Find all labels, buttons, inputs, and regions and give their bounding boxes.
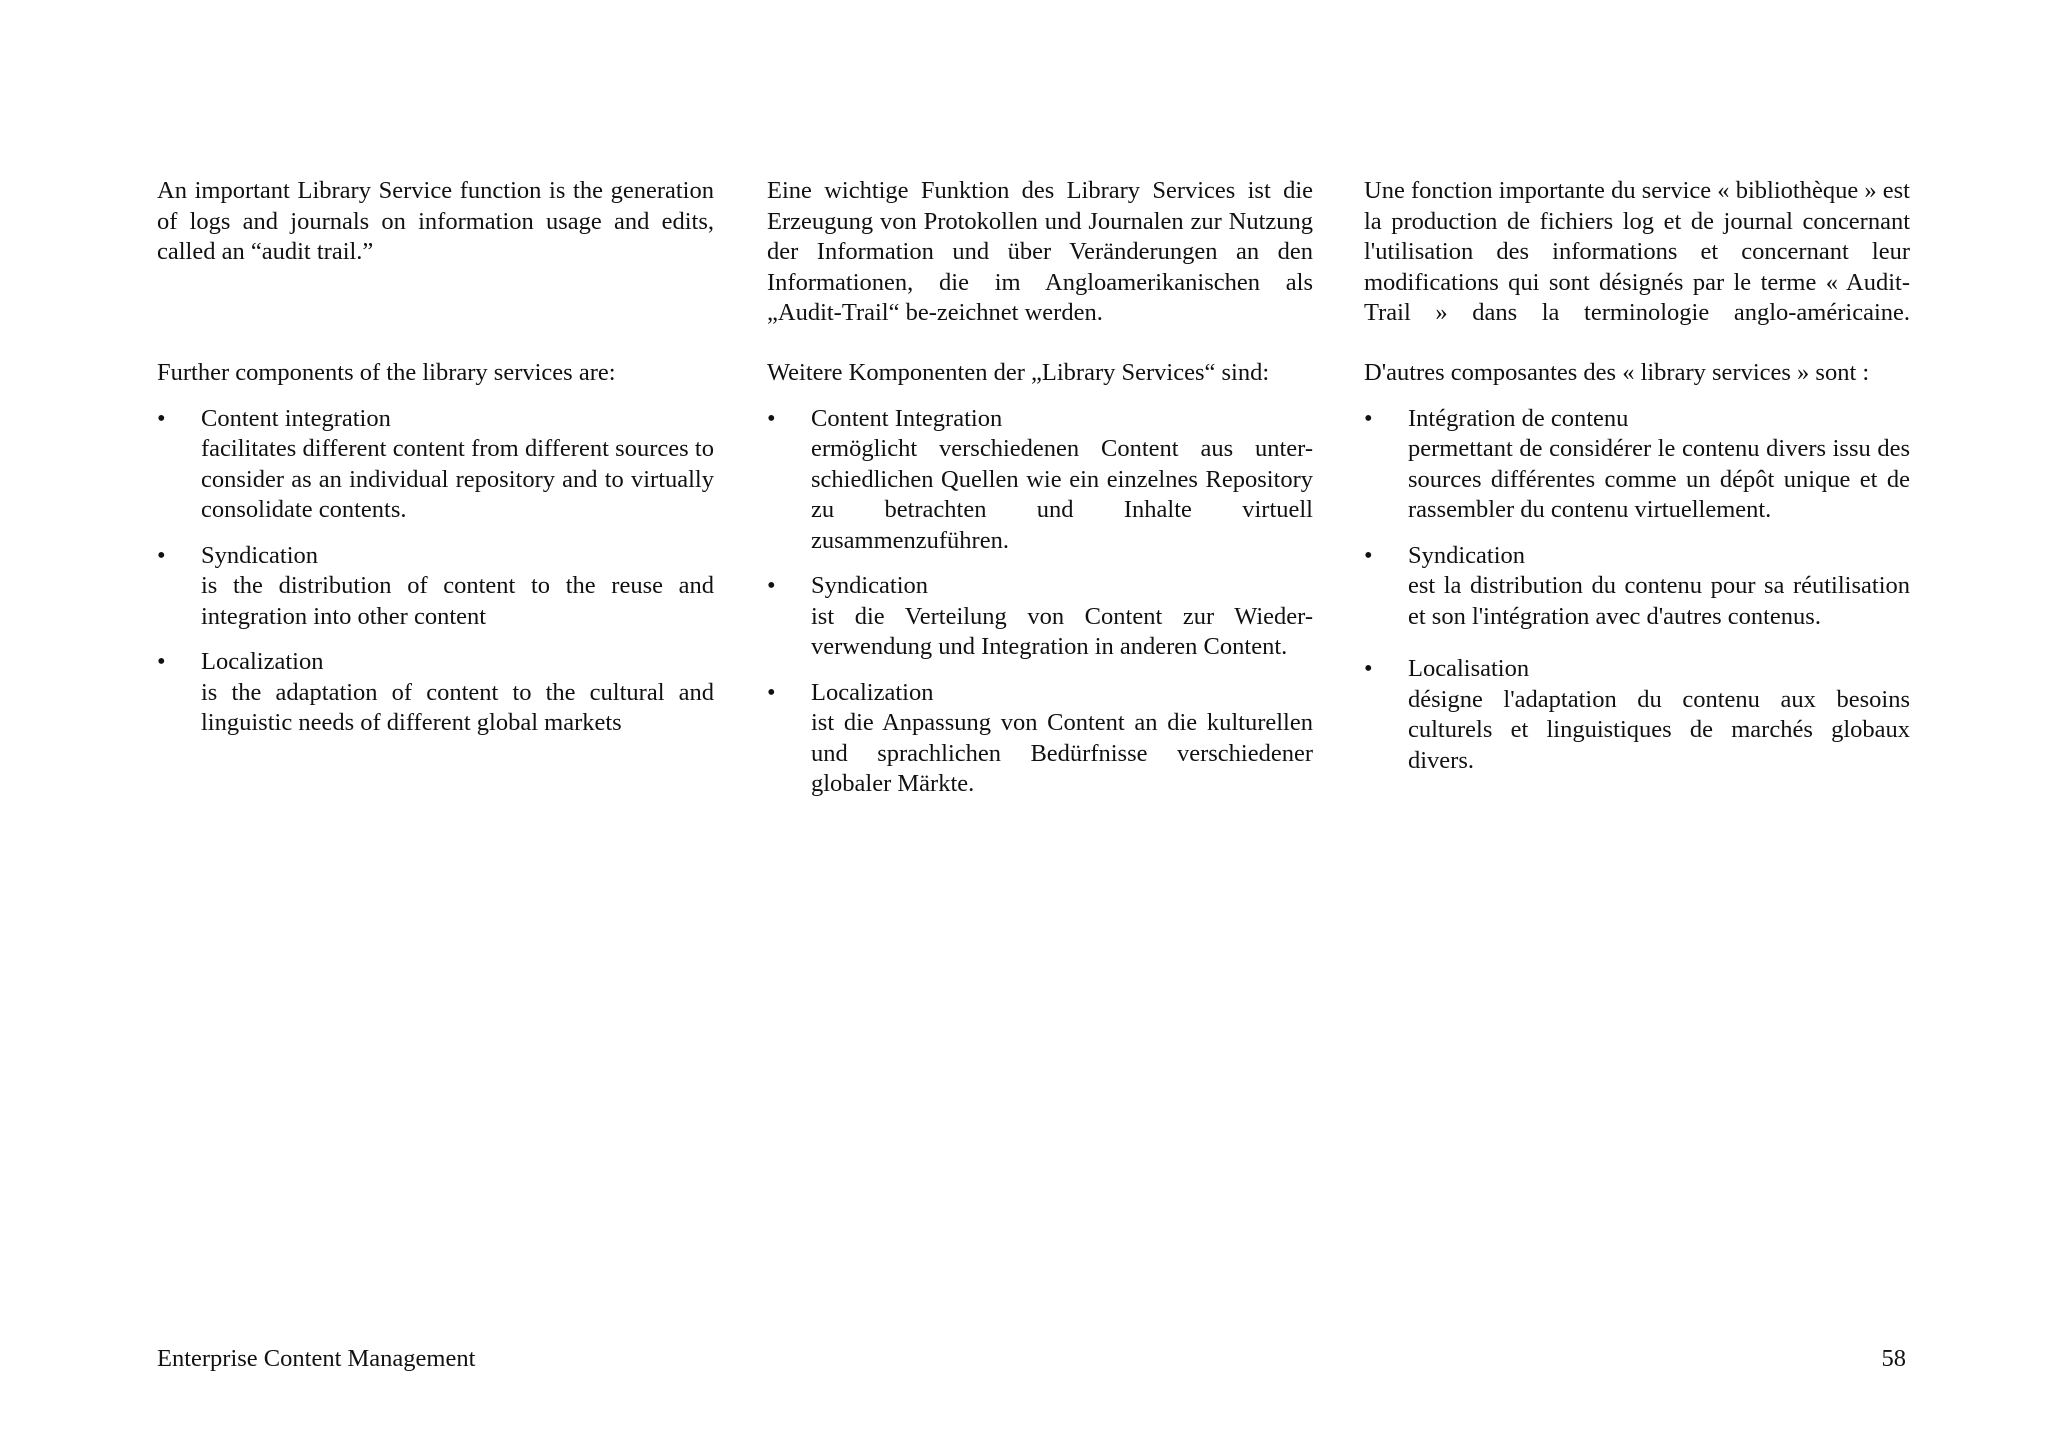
list-item	[767, 678, 1313, 800]
components-list	[1364, 404, 1910, 777]
item-description: est la distribution du contenu pour sa réutilisation et son l'intégration avec d'autres contenus.	[1408, 572, 1910, 630]
item-description: is the distribution of content to the reuse and integration into other content	[201, 572, 714, 630]
intro-block	[157, 176, 714, 358]
intro-paragraph: An important Library Service function is the generation of logs and journals on information usage and edits, called an “audit trail.”	[157, 177, 714, 265]
item-title: Syndication	[1408, 541, 1526, 569]
components-list	[767, 404, 1313, 800]
item-title: Syndication	[811, 572, 929, 599]
item-title: Localization	[201, 648, 324, 675]
components-list	[157, 404, 714, 739]
column-german	[767, 176, 1313, 815]
intro-paragraph: Une fonction importante du service « bibliothèque » est la production de fichiers log et de journal concernant l'utilisation des informations et concernant leur modifications qui sont désignés par le terme « Audit-Trail » dans la terminologie anglo-américaine.	[1364, 177, 1910, 326]
bullet-icon: •	[767, 404, 776, 432]
item-title: Intégration de contenu	[1408, 404, 1629, 432]
item-title: Syndication	[201, 541, 319, 569]
page-number: 58	[1881, 1345, 1906, 1372]
components-lead: D'autres composantes des « library services » sont :	[1364, 359, 1870, 386]
list-item	[157, 404, 714, 526]
footer-title: Enterprise Content Management	[157, 1345, 476, 1372]
bullet-icon: •	[767, 678, 776, 706]
bullet-icon: •	[1364, 541, 1373, 569]
list-item	[1364, 541, 1910, 633]
item-description: désigne l'adaptation du contenu aux besoins culturels et linguistiques de marchés globaux divers.	[1408, 685, 1910, 774]
bullet-icon: •	[767, 572, 776, 599]
item-description: ist die Anpassung von Content an die kulturellen und sprachlichen Bedürfnisse verschiedener globaler Märkte.	[811, 709, 1313, 797]
components-lead: Further components of the library services are:	[157, 359, 616, 386]
intro-block	[767, 176, 1313, 358]
bullet-icon: •	[157, 648, 166, 675]
column-french	[1364, 176, 1910, 791]
list-item	[157, 647, 714, 739]
list-item	[767, 404, 1313, 557]
intro-block	[1364, 176, 1910, 358]
bullet-icon: •	[157, 541, 166, 569]
item-title: Content Integration	[811, 404, 1003, 432]
item-title: Localization	[811, 678, 934, 706]
intro-paragraph: Eine wichtige Funktion des Library Services ist die Erzeugung von Protokollen und Journalen zur Nutzung der Information und über Veränderungen an den Informationen, die im Angloamerikanischen als „Audit-Trail“ be-zeichnet werden.	[767, 177, 1313, 326]
list-item	[767, 571, 1313, 663]
list-item	[1364, 404, 1910, 526]
bullet-icon: •	[157, 404, 166, 432]
item-title: Localisation	[1408, 655, 1530, 682]
item-description: ermöglicht verschiedenen Content aus unter-schiedlichen Quellen wie ein einzelnes Repository zu betrachten und Inhalte virtuell zusammenzuführen.	[811, 435, 1313, 554]
list-item	[1364, 654, 1910, 776]
column-english	[157, 176, 714, 754]
item-title: Content integration	[201, 404, 391, 432]
item-description: ist die Verteilung von Content zur Wieder-verwendung und Integration in anderen Content.	[811, 602, 1313, 660]
bullet-icon: •	[1364, 404, 1373, 432]
item-description: facilitates different content from different sources to consider as an individual repository and to virtually consolidate contents.	[201, 435, 714, 523]
components-lead: Weitere Komponenten der „Library Services“ sind:	[767, 359, 1270, 386]
item-description: is the adaptation of content to the cultural and linguistic needs of different global markets	[201, 678, 714, 736]
list-item	[157, 541, 714, 633]
bullet-icon: •	[1364, 655, 1373, 682]
item-description: permettant de considérer le contenu divers issu des sources différentes comme un dépôt unique et de rassembler du contenu virtuellement.	[1408, 435, 1910, 523]
